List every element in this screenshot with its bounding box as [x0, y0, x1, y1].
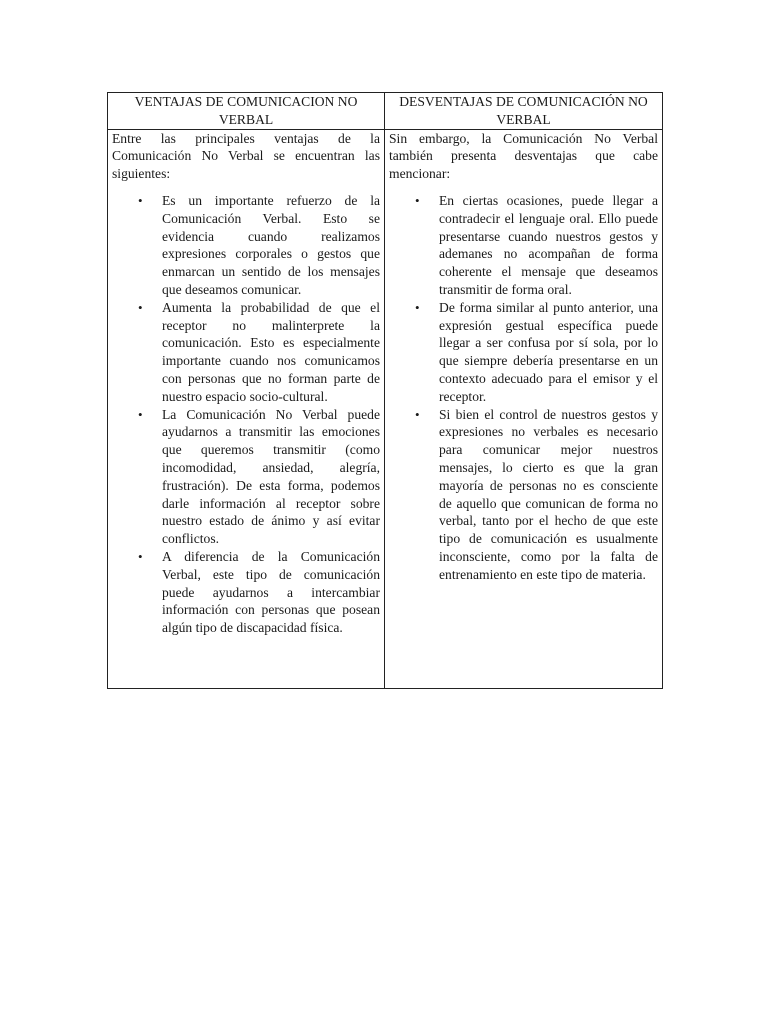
disadvantages-intro: Sin embargo, la Comunicación No Verbal también presenta desventajas que cabe mencionar: — [389, 130, 658, 182]
list-item — [138, 548, 380, 637]
table-body-row — [108, 129, 663, 688]
advantages-intro: Entre las principales ventajas de la Comunicación No Verbal se encuentran las siguientes: — [112, 130, 380, 182]
bullet-icon: • — [415, 406, 420, 422]
list-item-text: Es un importante refuerzo de la Comunicación Verbal. Esto se evidencia cuando realizamos expresiones corporales o gestos que enmarcan un sentido de los mensajes que deseamos comunicar. — [162, 192, 380, 297]
list-item — [138, 192, 380, 299]
list-item-text: Aumenta la probabilidad de que el receptor no malinterprete la comunicación. Esto es especialmente importante cuando nos comunicamos con personas que no forman parte de nuestro espacio socio-cultural. — [162, 299, 380, 404]
header-disadvantages: DESVENTAJAS DE COMUNICACIÓN NO VERBAL — [385, 93, 663, 130]
list-item-text: A diferencia de la Comunicación Verbal, este tipo de comunicación puede ayudarnos a intercambiar información con personas que posean algún tipo de discapacidad física. — [162, 548, 380, 636]
bullet-icon: • — [138, 299, 143, 315]
list-item — [415, 406, 658, 584]
list-item-text: Si bien el control de nuestros gestos y expresiones no verbales es necesario para comunicar mejor nuestros mensajes, lo cierto es que la gran mayoría de personas no es consciente de aquello que comunican de forma no verbal, tanto por el hecho de que este tipo de comunicación es usualmente inconsciente, como por la falta de entrenamiento en este tipo de materia. — [439, 406, 658, 582]
list-item — [138, 406, 380, 548]
bullet-icon: • — [138, 192, 143, 208]
list-item — [138, 299, 380, 406]
list-item-text: En ciertas ocasiones, puede llegar a contradecir el lenguaje oral. Ello puede presentarse cuando nuestros gestos y ademanes no acompañan de forma coherente el mensaje que deseamos transmitir de forma oral. — [439, 192, 658, 297]
bullet-icon: • — [415, 192, 420, 208]
advantages-cell — [108, 129, 385, 688]
advantages-list — [112, 192, 380, 637]
bullet-icon: • — [415, 299, 420, 315]
list-item — [415, 192, 658, 299]
disadvantages-cell — [385, 129, 663, 688]
bullet-icon: • — [138, 406, 143, 422]
table-header-row — [108, 93, 663, 130]
list-item-text: De forma similar al punto anterior, una expresión gestual específica puede llegar a ser confusa por sí sola, por lo que siempre debería presentarse en un contexto adecuado para el emisor y el receptor. — [439, 299, 658, 404]
header-advantages: VENTAJAS DE COMUNICACION NO VERBAL — [108, 93, 385, 130]
list-item-text: La Comunicación No Verbal puede ayudarnos a transmitir las emociones que queremos transmitir (como incomodidad, ansiedad, alegría, frustración). De esta forma, podemos darle información al receptor sobre nuestro estado de ánimo y así evitar conflictos. — [162, 406, 380, 547]
list-item — [415, 299, 658, 406]
comparison-table — [107, 92, 663, 689]
bullet-icon: • — [138, 548, 143, 564]
disadvantages-list — [389, 192, 658, 584]
